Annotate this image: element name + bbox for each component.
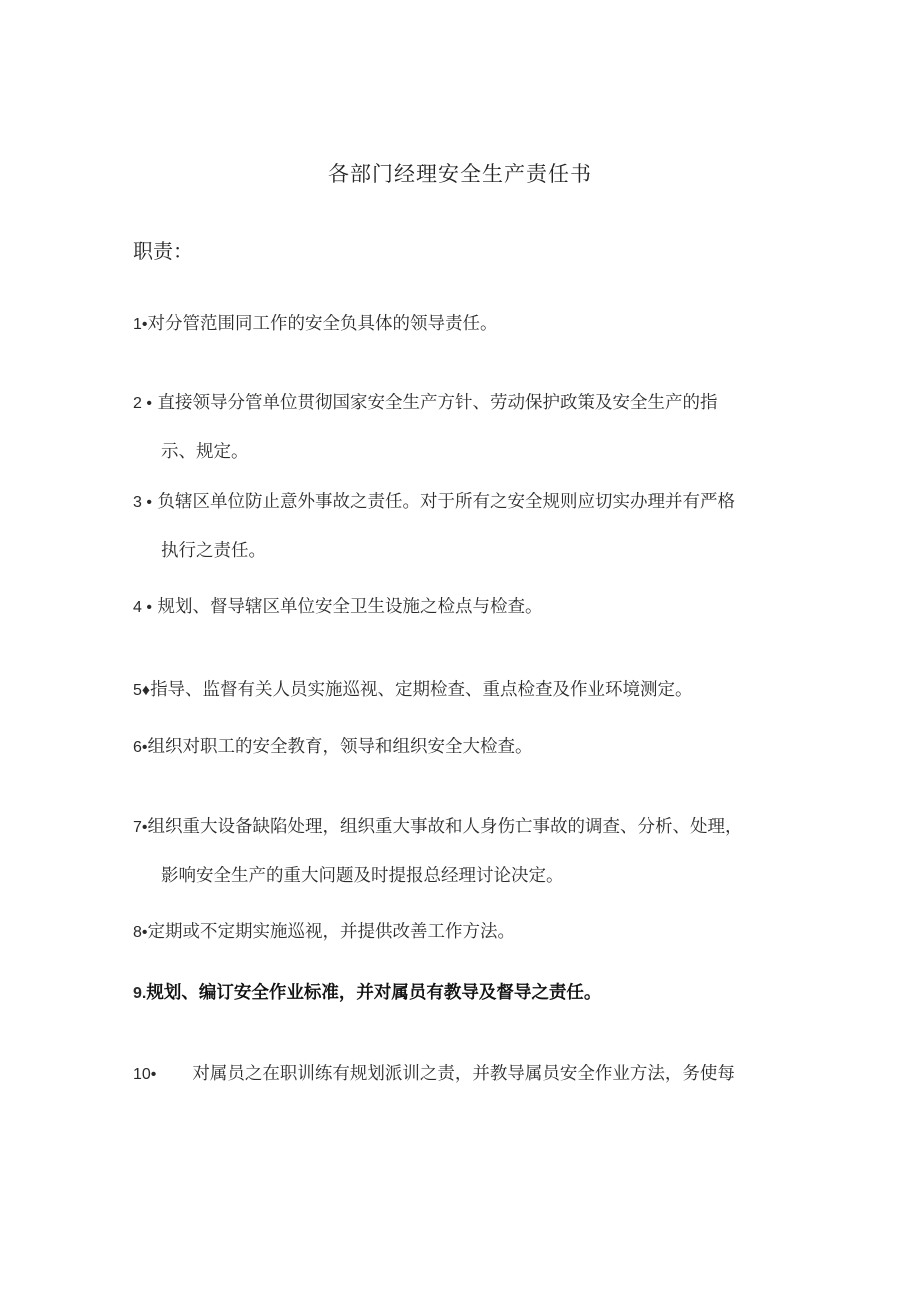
- list-item: [133, 1060, 783, 1085]
- item-continuation: 影响安全生产的重大问题及时提报总经理讨论决定。: [161, 866, 564, 886]
- item-number: 2 •: [133, 395, 152, 412]
- item-number: 9.: [133, 985, 147, 1002]
- item-text: 直接领导分管单位贯彻国家安全生产方针、劳动保护政策及安全生产的指: [157, 393, 718, 413]
- list-item: [133, 979, 783, 1004]
- item-text: 指导、监督有关人员实施巡视、定期检查、重点检查及作业环境测定。: [150, 680, 693, 700]
- item-text: 定期或不定期实施巡视，并提供改善工作方法。: [147, 922, 515, 942]
- list-item: [133, 593, 783, 618]
- item-number: 5♦: [133, 682, 151, 699]
- item-continuation: 示、规定。: [161, 442, 249, 462]
- item-number: 3 •: [133, 494, 152, 511]
- item-text: 对属员之在职训练有规划派训之责，并教导属员安全作业方法，务使每: [192, 1064, 735, 1084]
- item-text: 组织对职工的安全教育，领导和组织安全大检查。: [147, 737, 533, 757]
- list-item: [133, 389, 783, 462]
- item-text: 规划、编订安全作业标准，并对属员有教导及督导之责任。: [146, 983, 602, 1003]
- item-text: 负辖区单位防止意外事故之责任。对于所有之安全规则应切实办理并有严格: [157, 492, 736, 512]
- item-number: 7•: [133, 819, 148, 836]
- item-text: 对分管范围同工作的安全负具体的领导责任。: [147, 314, 498, 334]
- document-title: 各部门经理安全生产责任书: [328, 162, 592, 186]
- list-item: [133, 813, 783, 886]
- list-item: [133, 488, 783, 561]
- list-item: [133, 918, 783, 943]
- item-number: 1•: [133, 316, 148, 333]
- section-heading: 职责：: [133, 239, 193, 263]
- item-text: 组织重大设备缺陷处理，组织重大事故和人身伤亡事故的调查、分析、处理，: [147, 817, 743, 837]
- list-item: [133, 676, 783, 701]
- item-continuation: 执行之责任。: [161, 541, 266, 561]
- list-item: [133, 310, 783, 335]
- item-number: 6•: [133, 739, 148, 756]
- list-item: [133, 733, 783, 758]
- item-number: 4 •: [133, 599, 152, 616]
- item-number: 8•: [133, 924, 148, 941]
- item-text: 规划、督导辖区单位安全卫生设施之检点与检查。: [157, 597, 543, 617]
- item-number: 10•: [133, 1066, 157, 1083]
